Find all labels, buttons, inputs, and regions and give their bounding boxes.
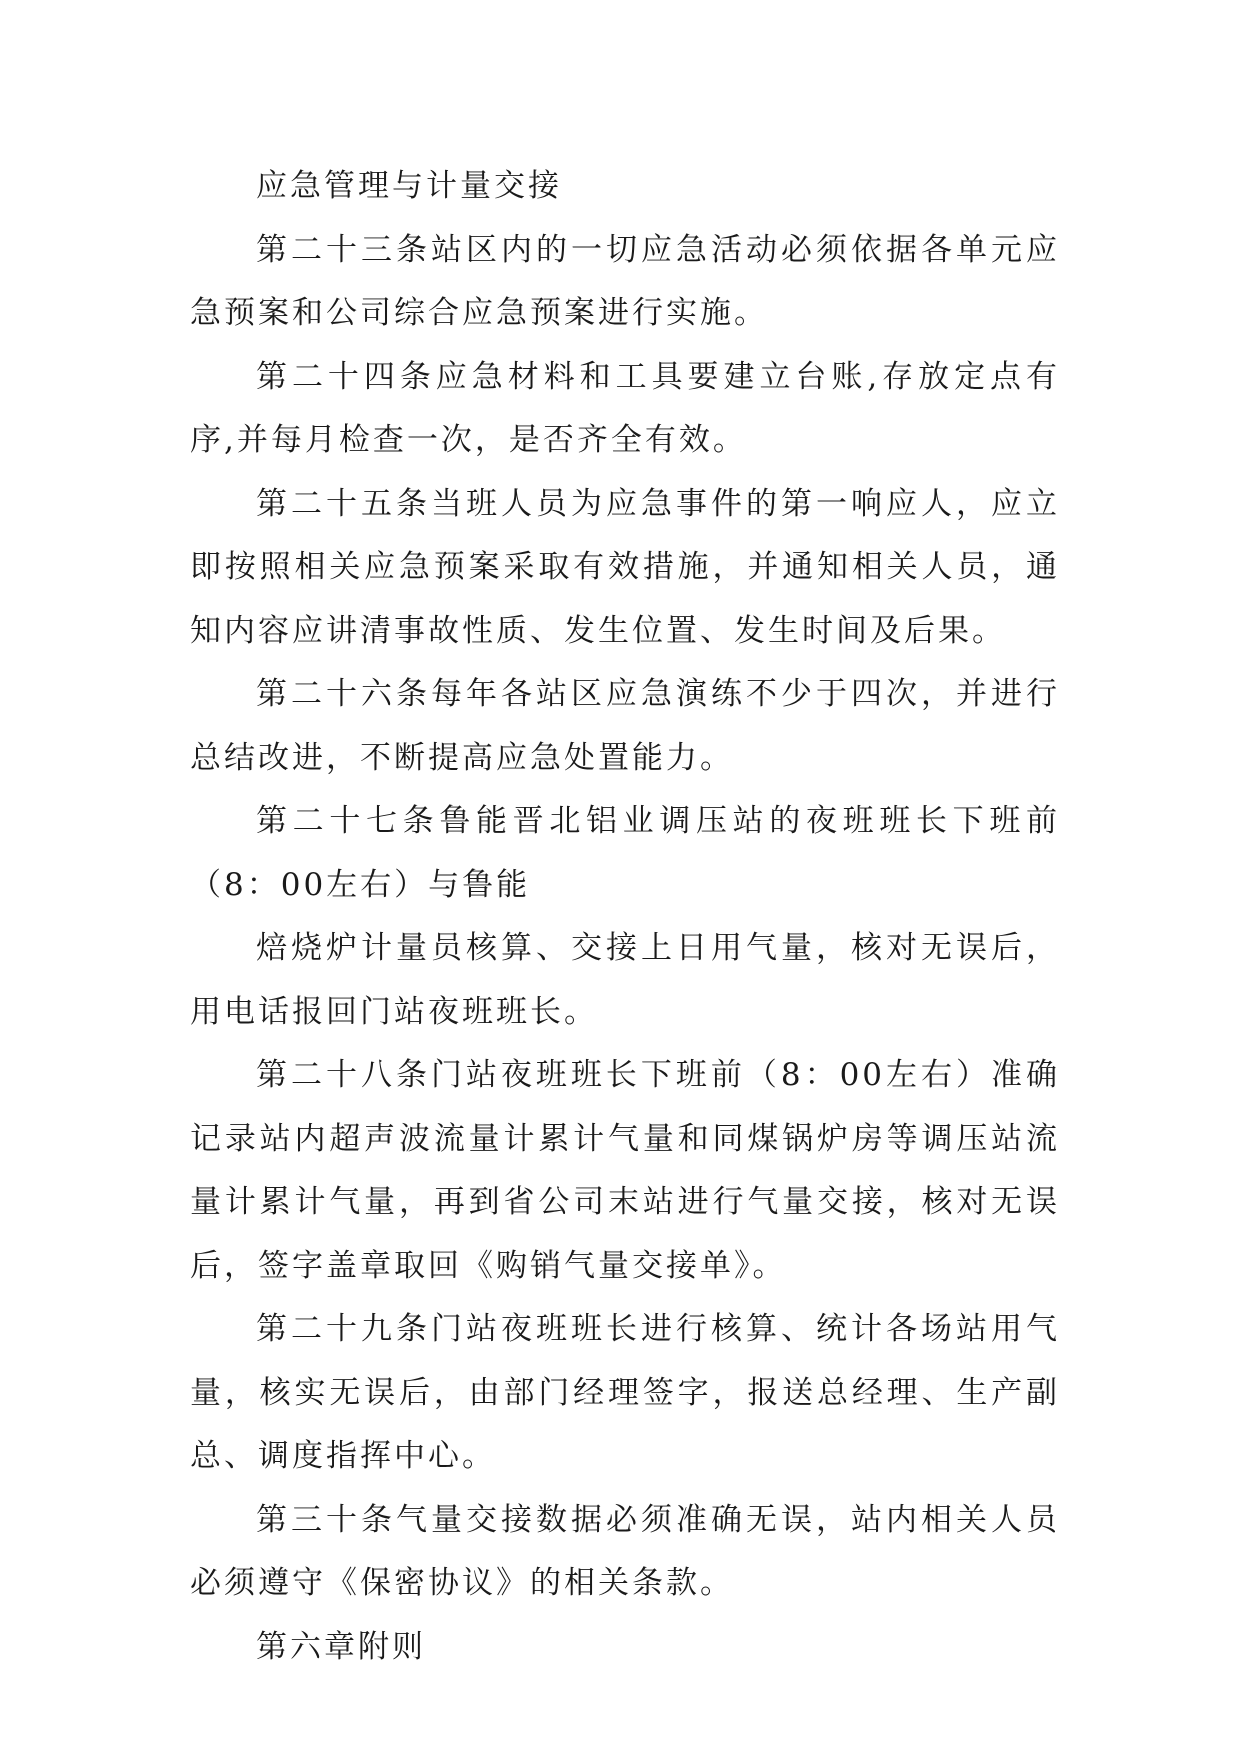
article-24: 第二十四条应急材料和工具要建立台账,存放定点有序,并每月检查一次，是否齐全有效。 [190,358,1060,458]
article-25: 第二十五条当班人员为应急事件的第一响应人，应立即按照相关应急预案采取有效措施，并通知相关人员，通知内容应讲清事故性质、发生位置、发生时间及后果。 [190,485,1060,649]
article-26: 第二十六条每年各站区应急演练不少于四次，并进行总结改进，不断提高应急处置能力。 [190,676,1060,776]
article-29: 第二十九条门站夜班班长进行核算、统计各场站用气量，核实无误后，由部门经理签字，报送总经理、生产副总、调度指挥中心。 [190,1311,1060,1474]
article-30: 第三十条气量交接数据必须准确无误，站内相关人员必须遵守《保密协议》的相关条款。 [190,1501,1060,1601]
article-23: 第二十三条站区内的一切应急活动必须依据各单元应急预案和公司综合应急预案进行实施。 [190,231,1060,331]
chapter-heading: 第六章附则 [256,1628,426,1665]
article-28: 第二十八条门站夜班班长下班前（8：00左右）准确记录站内超声波流量计累计气量和同煤锅炉房等调压站流量计累计气量，再到省公司末站进行气量交接，核对无误后，签字盖章取回《购销气量交接单》。 [190,1057,1060,1284]
document-body [190,155,1060,1679]
article-27: 第二十七条鲁能晋北铝业调压站的夜班班长下班前（8：00左右）与鲁能 [190,803,1060,903]
article-27-continued: 焙烧炉计量员核算、交接上日用气量，核对无误后，用电话报回门站夜班班长。 [190,930,1060,1030]
section-heading: 应急管理与计量交接 [256,168,562,204]
